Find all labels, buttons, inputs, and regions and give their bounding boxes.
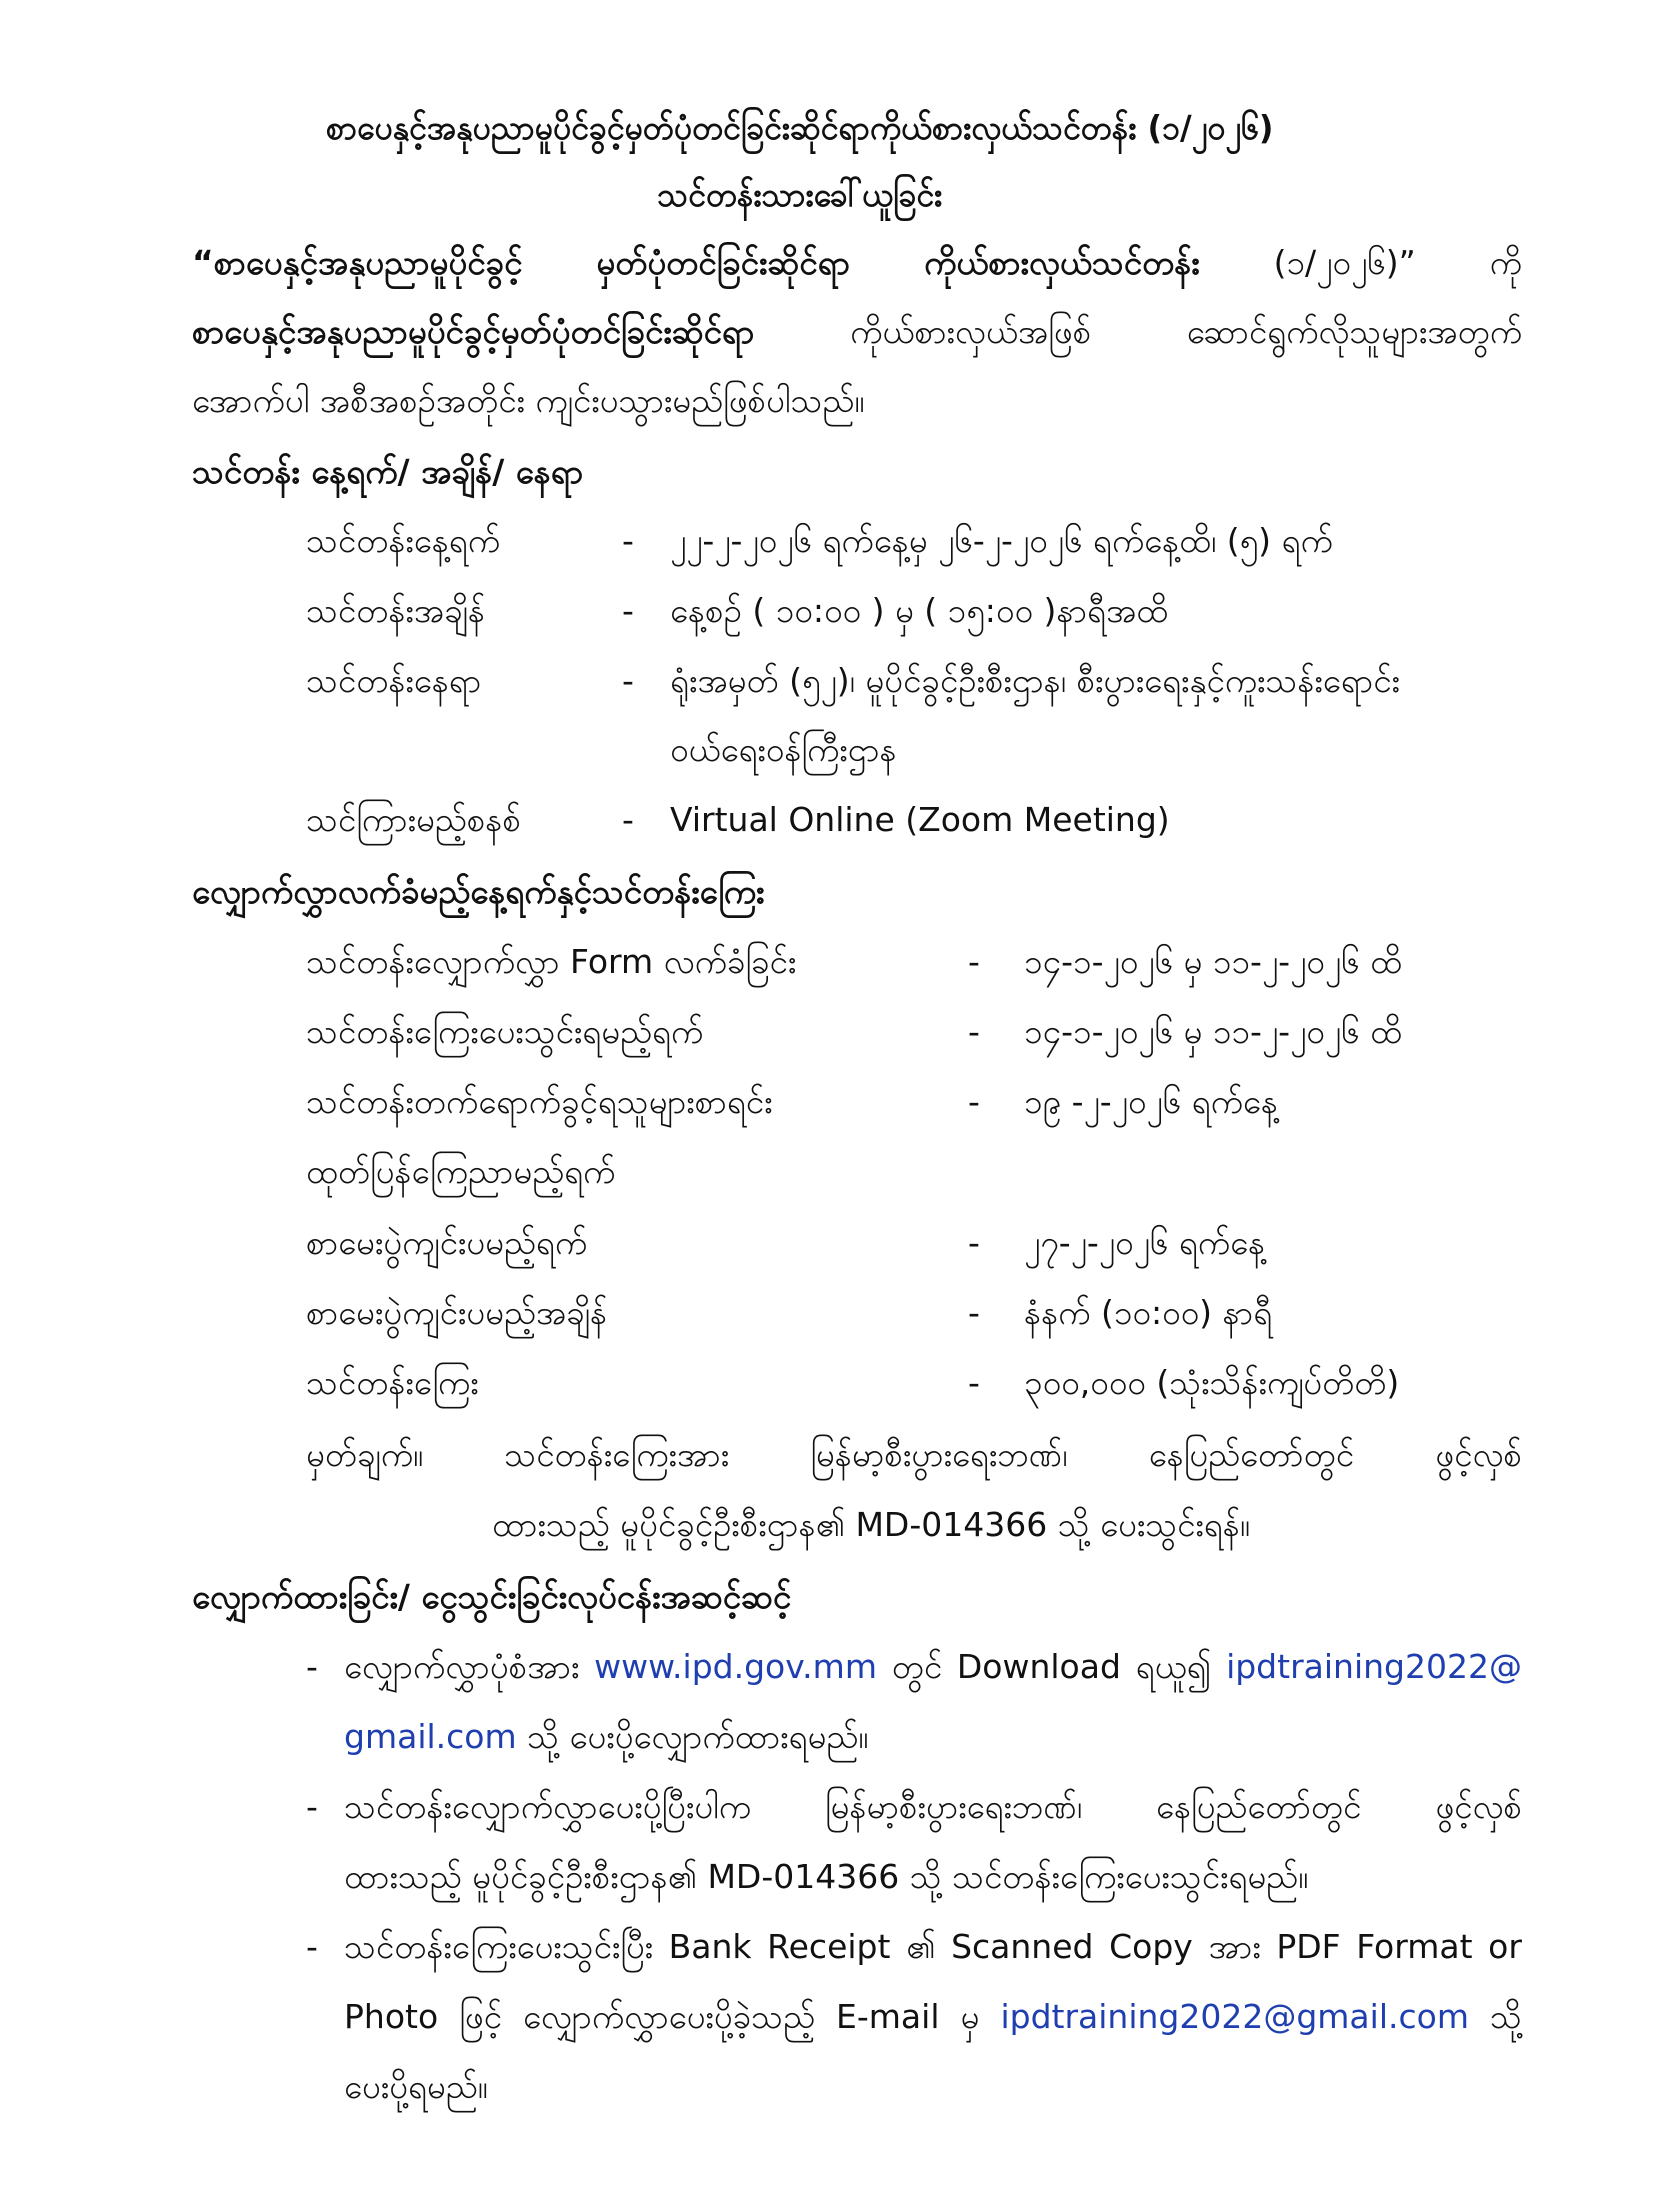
separator-dash: -	[622, 521, 634, 560]
bullet-text: မှ	[960, 1997, 980, 2036]
section-heading-schedule: သင်တန်း နေ့ရက်/ အချိန်/ နေရာ	[192, 452, 584, 491]
bullet-text: လျှောက်လွှာပေးပို့ခဲ့သည့်	[522, 1997, 815, 2036]
note-text: နေပြည်တော်တွင်	[1148, 1435, 1355, 1474]
bullet-text: ၏	[906, 1927, 936, 1966]
application-value: ၂၇-၂-၂၀၂၆ ရက်နေ့	[1024, 1223, 1266, 1262]
separator-dash: -	[622, 661, 634, 700]
note-text: ဖွင့်လှစ်	[1435, 1435, 1522, 1474]
bullet-text: ဖွင့်လှစ်	[1435, 1787, 1522, 1826]
intro-line-2	[192, 309, 1522, 355]
application-label: စာမေးပွဲကျင်းပမည့်ရက်	[306, 1223, 588, 1262]
email-link[interactable]: ipdtraining2022@gmail.com	[1000, 1997, 1469, 2036]
intro-text: “စာပေနှင့်အနုပညာမူပိုင်ခွင့်	[192, 243, 523, 282]
bullet-3-line-2	[344, 1994, 1522, 2040]
document-subtitle: သင်တန်းသားခေါ်ယူခြင်း	[657, 175, 943, 214]
website-link[interactable]: www.ipd.gov.mm	[594, 1647, 877, 1686]
separator-dash: -	[968, 1223, 980, 1262]
bullet-text: တွင်	[891, 1647, 943, 1686]
intro-bold-text: စာပေနှင့်အနုပညာမူပိုင်ခွင့်မှတ်ပုံတင်ခြင်းဆိုင်ရာ	[192, 312, 755, 351]
bullet-text: E-mail	[836, 1997, 940, 2036]
bullet-text: or	[1488, 1927, 1522, 1966]
schedule-value: နေ့စဉ် ( ၁၀:၀၀ ) မှ ( ၁၅:၀၀ )နာရီအထိ	[670, 591, 1169, 630]
bullet-1-line-1	[344, 1644, 1522, 1690]
bullet-text: ဖြင့်	[459, 1997, 502, 2036]
intro-text: ကိုယ်စားလှယ်အဖြစ်	[850, 312, 1092, 351]
separator-dash: -	[968, 1293, 980, 1332]
schedule-value-continued: ဝယ်ရေးဝန်ကြီးဌာန	[670, 730, 897, 769]
note-line-2: ထားသည့် မူပိုင်ခွင့်ဦးစီးဌာန၏ MD-014366 သို့ ပေးသွင်းရန်။	[492, 1505, 1250, 1544]
intro-text: မှတ်ပုံတင်ခြင်းဆိုင်ရာ	[596, 243, 851, 282]
bullet-text: သင်တန်းလျှောက်လွှာပေးပို့ပြီးပါက	[344, 1787, 752, 1826]
schedule-label: သင်တန်းနေရာ	[306, 661, 482, 700]
bullet-text: နေပြည်တော်တွင်	[1156, 1787, 1362, 1826]
email-link-part-2[interactable]: gmail.com	[344, 1717, 517, 1756]
bullet-text: Copy	[1109, 1927, 1193, 1966]
bullet-text: လျှောက်လွှာပုံစံအား	[344, 1647, 580, 1686]
schedule-label: သင်တန်းနေ့ရက်	[306, 521, 501, 560]
schedule-label: သင်ကြားမည့်စနစ်	[306, 800, 521, 839]
bullet-dash: -	[306, 1647, 318, 1686]
bullet-text: Bank	[668, 1927, 752, 1966]
schedule-value: Virtual Online (Zoom Meeting)	[670, 800, 1170, 839]
separator-dash: -	[968, 942, 980, 981]
section-heading-procedure: လျှောက်ထားခြင်း/ ငွေသွင်းခြင်းလုပ်ငန်းအဆင့်ဆင့်	[192, 1577, 792, 1616]
bullet-text: Format	[1356, 1927, 1473, 1966]
note-line-1	[306, 1432, 1522, 1478]
intro-line-3: အောက်ပါ အစီအစဉ်အတိုင်း ကျင်းပသွားမည်ဖြစ်ပါသည်။	[192, 381, 865, 420]
application-value: ၁၄-၁-၂၀၂၆ မှ ၁၁-၂-၂၀၂၆ ထိ	[1024, 942, 1402, 981]
bullet-text: မြန်မာ့စီးပွားရေးဘဏ်၊	[824, 1787, 1083, 1826]
bullet-dash: -	[306, 1927, 318, 1966]
bullet-text: သို့	[1490, 1997, 1522, 2036]
document-title: စာပေနှင့်အနုပညာမူပိုင်ခွင့်မှတ်ပုံတင်ခြင်းဆိုင်ရာကိုယ်စားလှယ်သင်တန်း (၁/၂၀၂၆)	[325, 108, 1274, 147]
application-value: ၁၉ -၂-၂၀၂၆ ရက်နေ့	[1024, 1082, 1278, 1121]
bullet-text: ရယူ၍	[1135, 1647, 1212, 1686]
bullet-3-line-1	[344, 1924, 1522, 1970]
bullet-dash: -	[306, 1787, 318, 1826]
bullet-text: Photo	[344, 1997, 439, 2036]
intro-text: ကိုယ်စားလှယ်သင်တန်း	[924, 243, 1200, 282]
application-label: သင်တန်းကြေးပေးသွင်းရမည့်ရက်	[306, 1012, 704, 1051]
bullet-text: သို့ ပေးပို့လျှောက်ထားရမည်။	[516, 1717, 869, 1756]
bullet-text: Download	[956, 1647, 1121, 1686]
application-label-continued: ထုတ်ပြန်ကြေညာမည့်ရက်	[306, 1152, 616, 1191]
separator-dash: -	[968, 1363, 980, 1402]
bullet-2-line-2: ထားသည့် မူပိုင်ခွင့်ဦးစီးဌာန၏ MD-014366 သို့ သင်တန်းကြေးပေးသွင်းရမည်။	[344, 1857, 1309, 1896]
note-text: မှတ်ချက်။	[306, 1435, 424, 1474]
bullet-text: အား	[1208, 1927, 1261, 1966]
bullet-3-line-3: ပေးပို့ရမည်။	[344, 2067, 488, 2106]
application-value: ၁၄-၁-၂၀၂၆ မှ ၁၁-၂-၂၀၂၆ ထိ	[1024, 1012, 1402, 1051]
application-value: နံနက် (၁၀:၀၀) နာရီ	[1024, 1293, 1273, 1332]
schedule-value: ရုံးအမှတ် (၅၂)၊ မူပိုင်ခွင့်ဦးစီးဌာန၊ စီးပွားရေးနှင့်ကူးသန်းရောင်း	[670, 661, 1400, 700]
bullet-2-line-1	[344, 1784, 1522, 1830]
bullet-text: Receipt	[767, 1927, 891, 1966]
email-link-part-1[interactable]: ipdtraining2022@	[1226, 1647, 1522, 1686]
bullet-1-line-2	[344, 1714, 868, 1760]
application-label: သင်တန်းတက်ရောက်ခွင့်ရသူများစာရင်း	[306, 1082, 773, 1121]
note-text: မြန်မာ့စီးပွားရေးဘဏ်၊	[810, 1435, 1068, 1474]
separator-dash: -	[622, 591, 634, 630]
application-value: ၃၀၀,၀၀၀ (သုံးသိန်းကျပ်တိတိ)	[1024, 1363, 1400, 1402]
schedule-label: သင်တန်းအချိန်	[306, 591, 485, 630]
intro-text: (၁/၂၀၂၆)”	[1273, 243, 1416, 282]
separator-dash: -	[622, 800, 634, 839]
bullet-text: PDF	[1276, 1927, 1341, 1966]
intro-text: ကို	[1489, 243, 1522, 282]
schedule-value: ၂၂-၂-၂၀၂၆ ရက်နေ့မှ ၂၆-၂-၂၀၂၆ ရက်နေ့ထိ၊ (၅) ရက်	[670, 521, 1333, 560]
separator-dash: -	[968, 1082, 980, 1121]
application-label: သင်တန်းကြေး	[306, 1363, 479, 1402]
application-label: သင်တန်းလျှောက်လွှာ Form လက်ခံခြင်း	[306, 942, 797, 981]
separator-dash: -	[968, 1012, 980, 1051]
bullet-text: Scanned	[951, 1927, 1094, 1966]
intro-text: ဆောင်ရွက်လိုသူများအတွက်	[1186, 312, 1522, 351]
intro-line-1	[192, 240, 1522, 286]
application-label: စာမေးပွဲကျင်းပမည့်အချိန်	[306, 1293, 608, 1332]
bullet-text: သင်တန်းကြေးပေးသွင်းပြီး	[344, 1927, 654, 1966]
note-text: သင်တန်းကြေးအား	[504, 1435, 730, 1474]
section-heading-application-fee: လျှောက်လွှာလက်ခံမည့်နေ့ရက်နှင့်သင်တန်းကြေး	[192, 872, 765, 911]
